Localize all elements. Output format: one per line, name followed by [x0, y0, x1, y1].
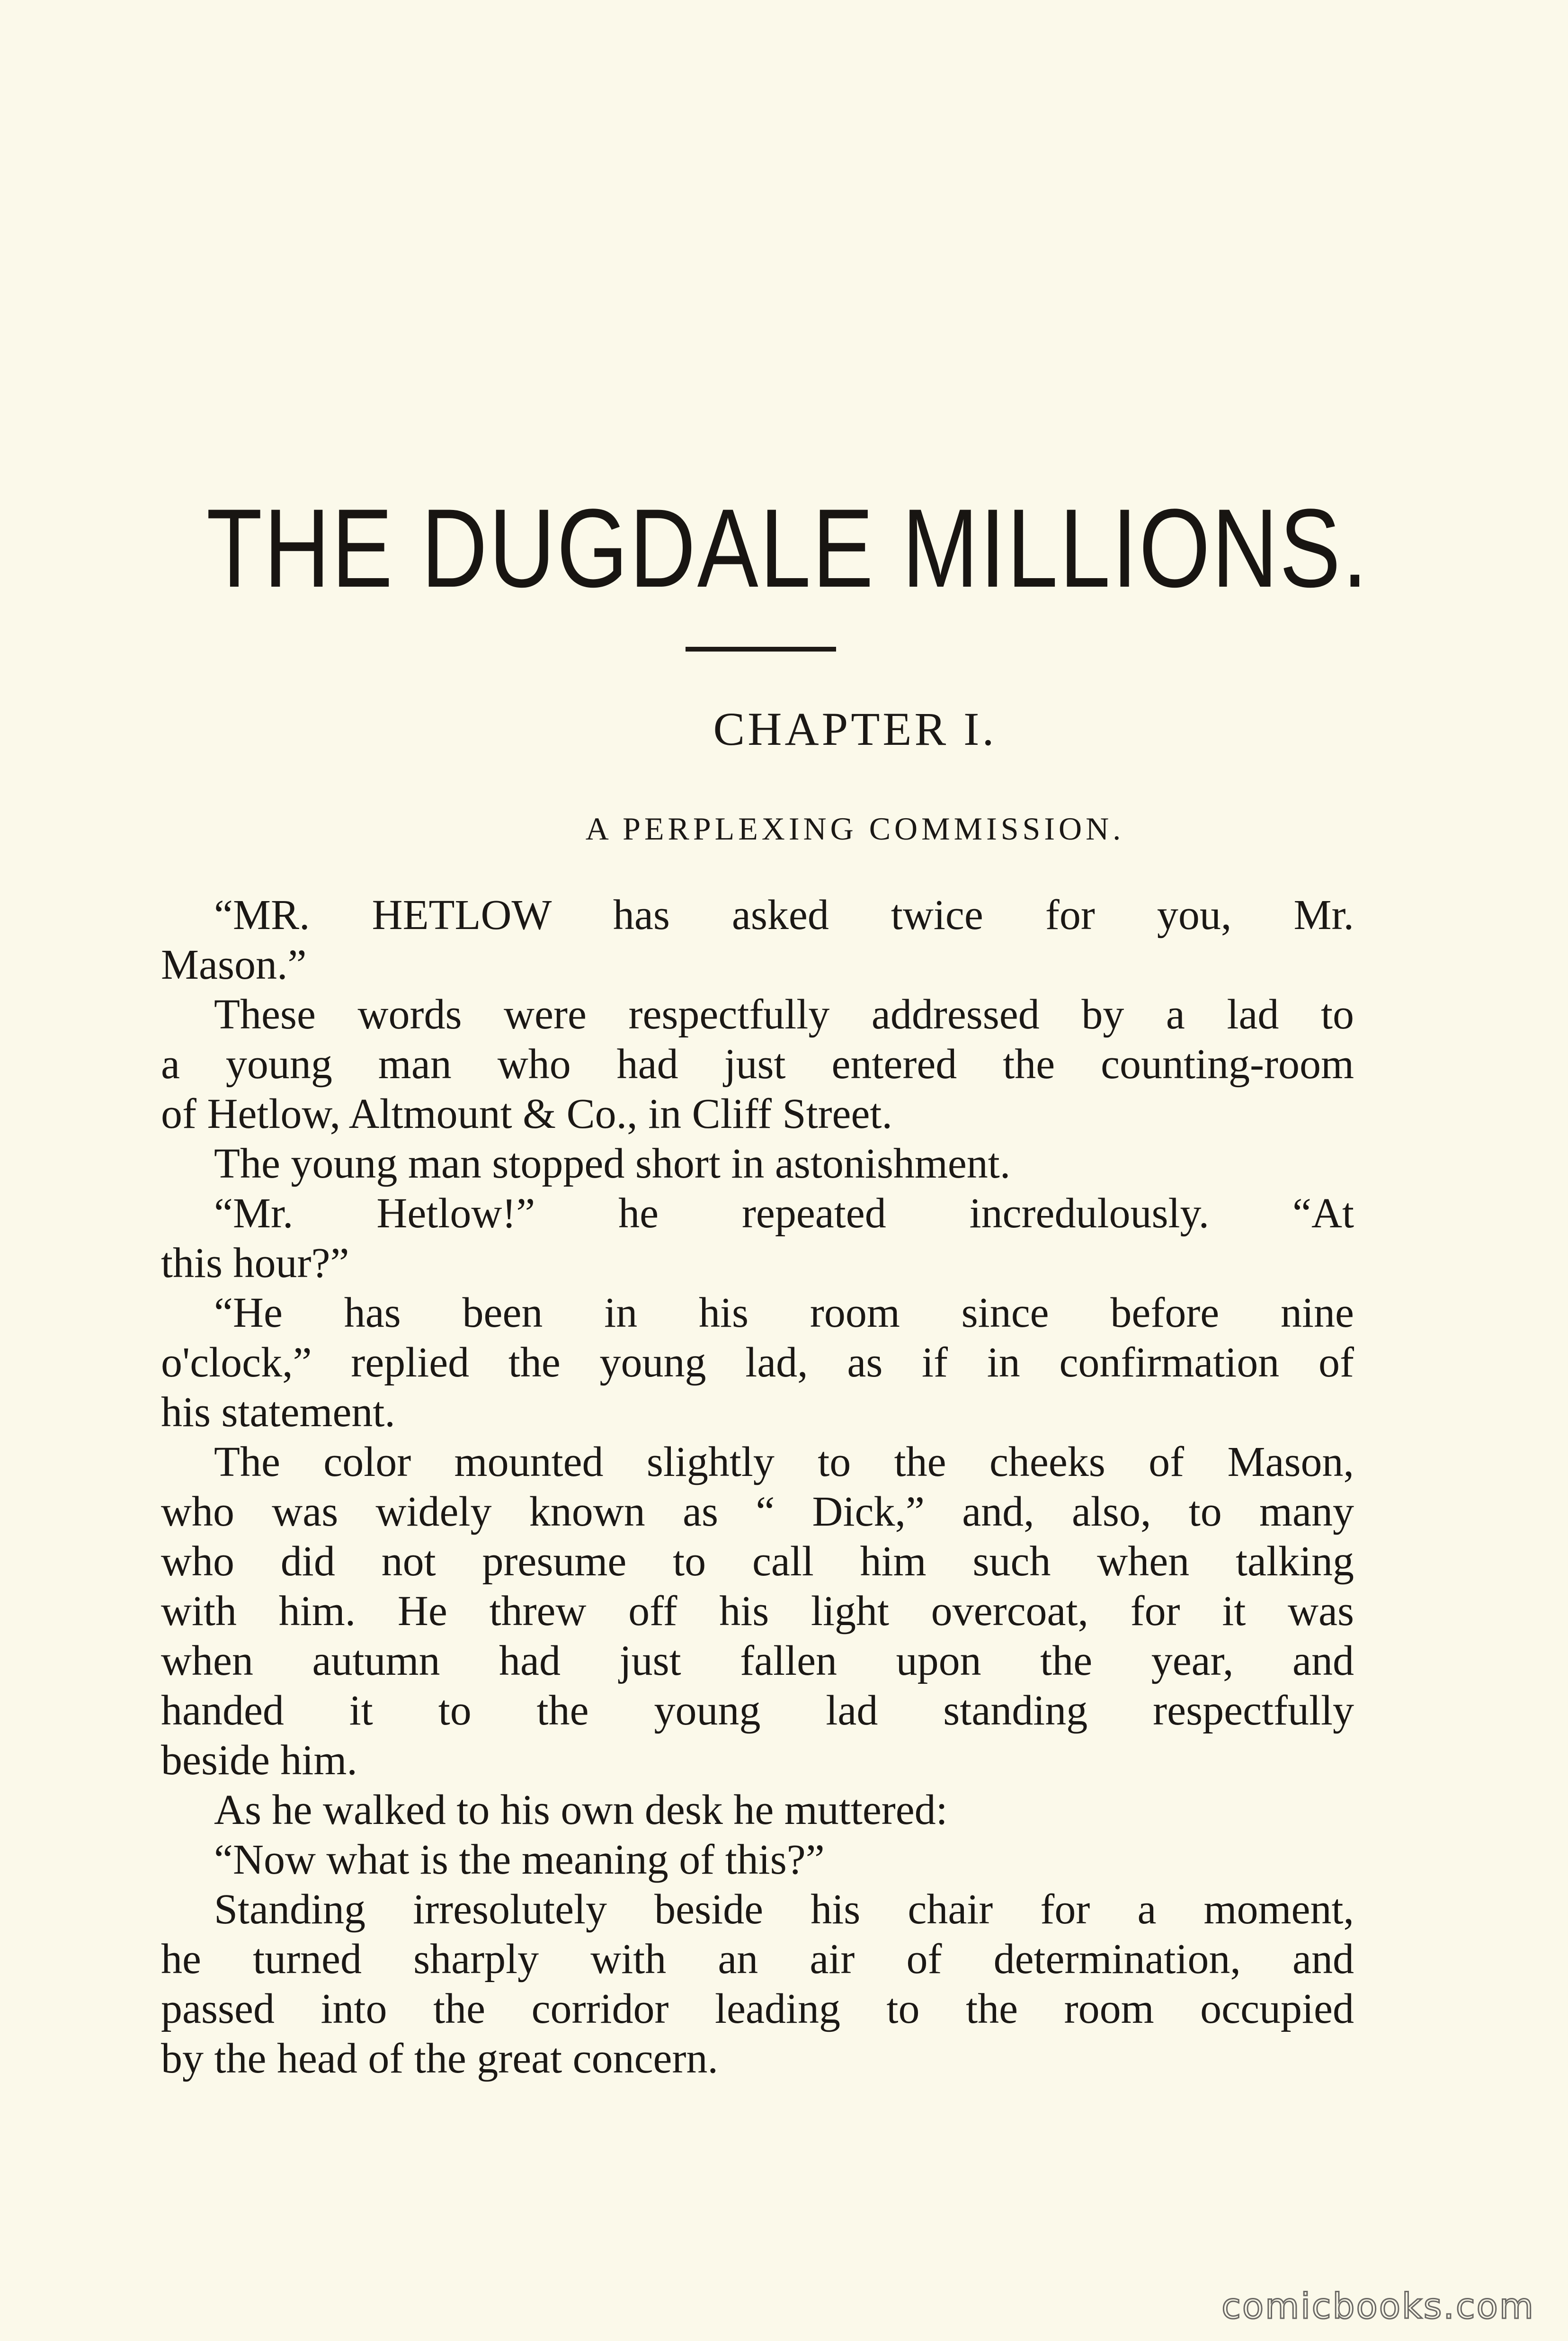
text-line: Mason.”	[161, 941, 307, 988]
text-line: by the head of the great concern.	[161, 2035, 718, 2082]
title-divider-rule	[686, 647, 836, 652]
text-line: passed into the corridor leading to the room occupied	[161, 1985, 1354, 2032]
text-line: beside him.	[161, 1737, 357, 1784]
text-line: o'clock,” replied the young lad, as if in confirmation of	[161, 1339, 1354, 1386]
text-line: of Hetlow, Altmount & Co., in Cliff Street.	[161, 1090, 892, 1137]
text-line: handed it to the young lad standing respectfully	[161, 1687, 1354, 1734]
text-line: he turned sharply with an air of determination, and	[161, 1936, 1354, 1983]
text-line: Standing irresolutely beside his chair for a moment,	[214, 1886, 1354, 1933]
book-title: THE DUGDALE MILLIONS.	[206, 486, 1369, 611]
text-line: “He has been in his room since before nine	[214, 1289, 1354, 1336]
text-line: who was widely known as “ Dick,” and, also, to many	[161, 1488, 1354, 1535]
text-line: These words were respectfully addressed by a lad to	[214, 991, 1354, 1038]
text-line: The young man stopped short in astonishment.	[214, 1140, 1011, 1187]
text-line: As he walked to his own desk he muttered:	[214, 1787, 948, 1833]
chapter-body-text	[161, 890, 1354, 2083]
text-line: “Mr. Hetlow!” he repeated incredulously. “At	[214, 1190, 1354, 1237]
text-line: a young man who had just entered the counting-room	[161, 1041, 1354, 1088]
text-line: who did not presume to call him such when talking	[161, 1538, 1354, 1585]
text-line: “Now what is the meaning of this?”	[214, 1836, 825, 1883]
chapter-heading: CHAPTER I.	[713, 703, 997, 755]
text-line: his statement.	[161, 1389, 395, 1436]
text-line: with him. He threw off his light overcoat, for it was	[161, 1588, 1354, 1635]
text-line: The color mounted slightly to the cheeks of Mason,	[214, 1439, 1354, 1485]
watermark-logo: comicbooks.com	[1221, 2286, 1535, 2327]
text-line: “MR. HETLOW has asked twice for you, Mr.	[214, 892, 1354, 938]
text-line: this hour?”	[161, 1240, 349, 1287]
chapter-subtitle: A PERPLEXING COMMISSION.	[585, 811, 1125, 847]
text-line: when autumn had just fallen upon the year, and	[161, 1637, 1354, 1684]
